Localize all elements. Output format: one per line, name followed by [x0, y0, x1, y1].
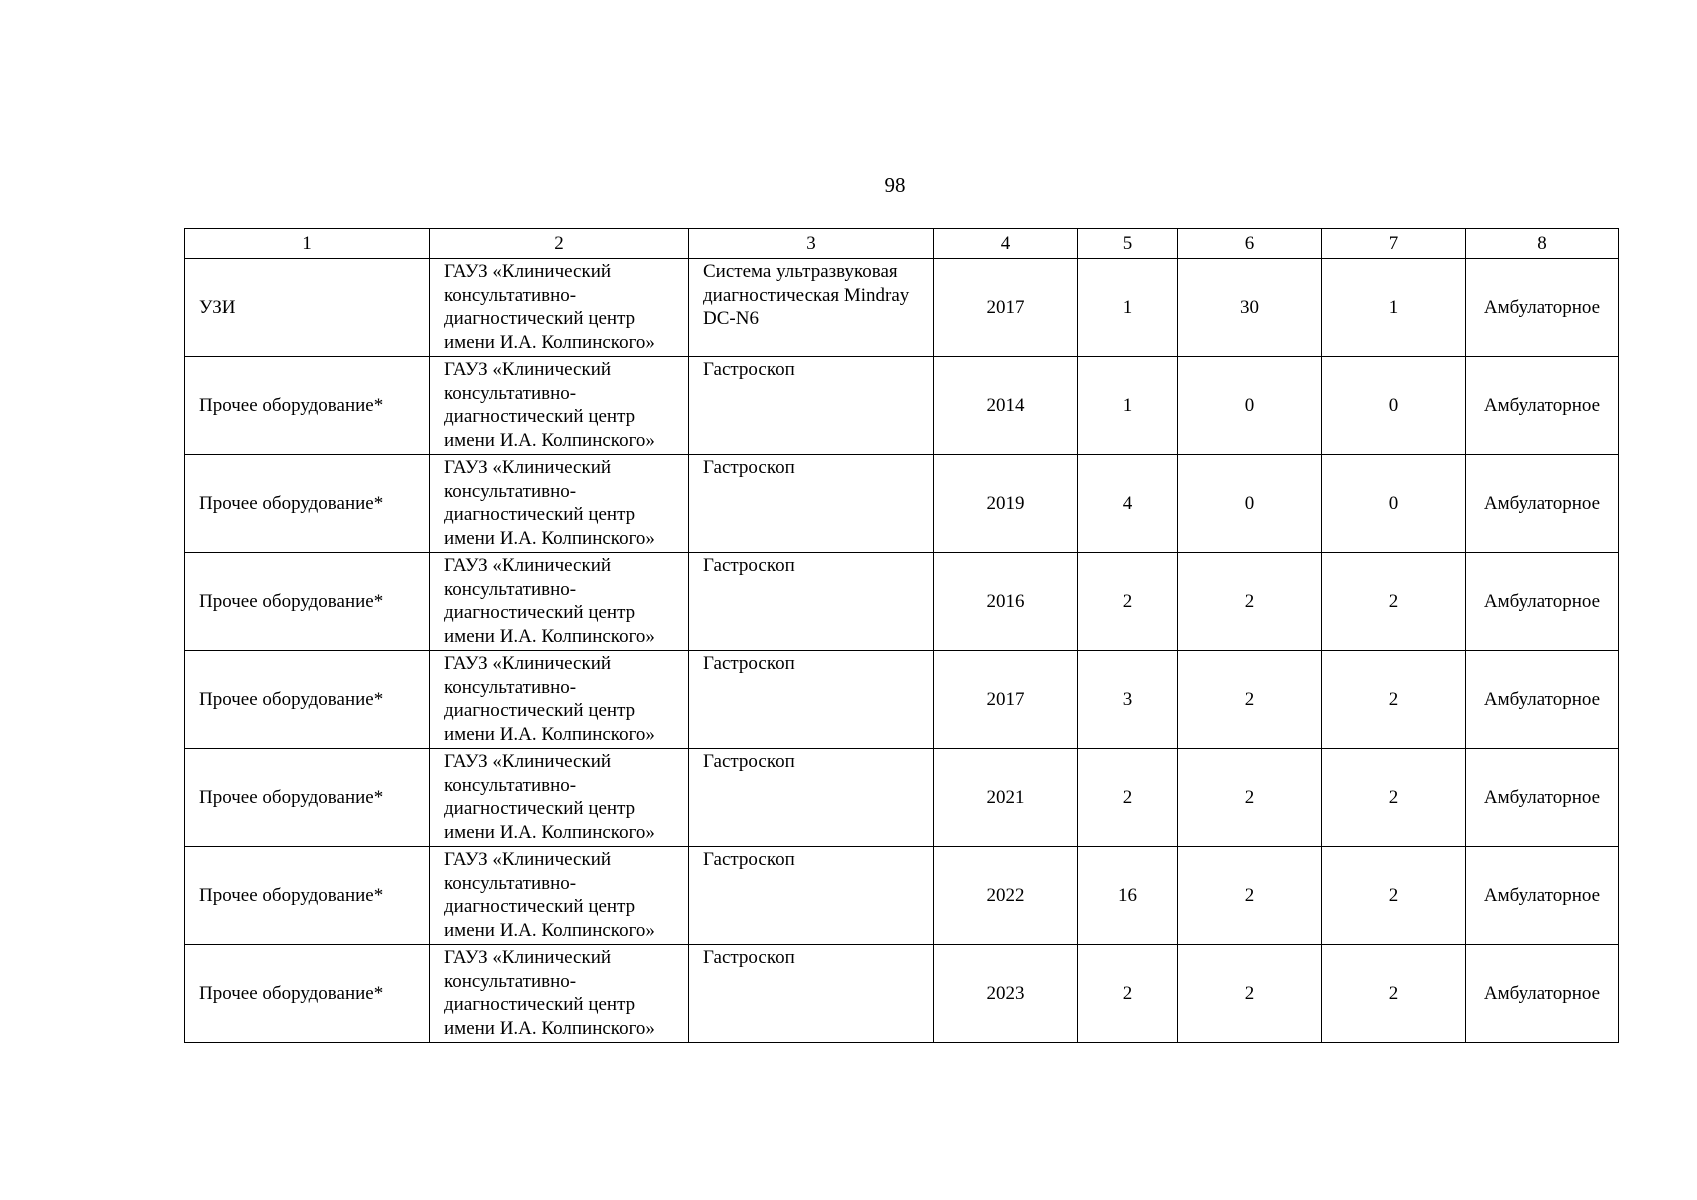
- year-cell: 2016: [934, 553, 1078, 651]
- col6-cell: 30: [1178, 259, 1322, 357]
- care-type-cell: Амбулаторное: [1466, 847, 1619, 945]
- care-type-cell: Амбулаторное: [1466, 749, 1619, 847]
- header-cell-4: 4: [934, 229, 1078, 259]
- page-number: 98: [884, 173, 906, 197]
- category-cell: Прочее оборудование*: [185, 749, 430, 847]
- col7-cell: 2: [1322, 945, 1466, 1043]
- col6-cell: 2: [1178, 651, 1322, 749]
- device-cell: Гастроскоп: [689, 945, 934, 1043]
- col6-cell: 0: [1178, 455, 1322, 553]
- device-cell: Гастроскоп: [689, 847, 934, 945]
- col7-cell: 0: [1322, 357, 1466, 455]
- care-type-cell: Амбулаторное: [1466, 455, 1619, 553]
- table-row: [185, 357, 1619, 455]
- category-cell: Прочее оборудование*: [185, 455, 430, 553]
- table-body: [185, 229, 1619, 1043]
- table-row: [185, 945, 1619, 1043]
- col5-cell: 16: [1078, 847, 1178, 945]
- device-cell: Гастроскоп: [689, 749, 934, 847]
- col7-cell: 2: [1322, 847, 1466, 945]
- header-cell-8: 8: [1466, 229, 1619, 259]
- col6-cell: 2: [1178, 945, 1322, 1043]
- device-cell: Система ультразвуковая диагностическая Mindray DC-N6: [689, 259, 934, 357]
- table-row: [185, 749, 1619, 847]
- care-type-cell: Амбулаторное: [1466, 945, 1619, 1043]
- col7-cell: 2: [1322, 749, 1466, 847]
- category-cell: Прочее оборудование*: [185, 553, 430, 651]
- device-cell: Гастроскоп: [689, 357, 934, 455]
- header-cell-3: 3: [689, 229, 934, 259]
- device-cell: Гастроскоп: [689, 553, 934, 651]
- col5-cell: 3: [1078, 651, 1178, 749]
- header-cell-2: 2: [430, 229, 689, 259]
- header-cell-7: 7: [1322, 229, 1466, 259]
- organization-cell: ГАУЗ «Клинический консультативно-диагностический центр имени И.А. Колпинского»: [430, 749, 689, 847]
- col5-cell: 1: [1078, 357, 1178, 455]
- organization-cell: ГАУЗ «Клинический консультативно-диагностический центр имени И.А. Колпинского»: [430, 357, 689, 455]
- table-row: [185, 455, 1619, 553]
- organization-cell: ГАУЗ «Клинический консультативно-диагностический центр имени И.А. Колпинского»: [430, 553, 689, 651]
- table-row: [185, 259, 1619, 357]
- year-cell: 2023: [934, 945, 1078, 1043]
- col5-cell: 2: [1078, 945, 1178, 1043]
- equipment-table: [184, 228, 1619, 1043]
- category-cell: Прочее оборудование*: [185, 847, 430, 945]
- organization-cell: ГАУЗ «Клинический консультативно-диагностический центр имени И.А. Колпинского»: [430, 847, 689, 945]
- col7-cell: 1: [1322, 259, 1466, 357]
- organization-cell: ГАУЗ «Клинический консультативно-диагностический центр имени И.А. Колпинского»: [430, 945, 689, 1043]
- table-row: [185, 553, 1619, 651]
- col5-cell: 4: [1078, 455, 1178, 553]
- care-type-cell: Амбулаторное: [1466, 553, 1619, 651]
- category-cell: Прочее оборудование*: [185, 945, 430, 1043]
- year-cell: 2022: [934, 847, 1078, 945]
- year-cell: 2017: [934, 259, 1078, 357]
- col5-cell: 1: [1078, 259, 1178, 357]
- device-cell: Гастроскоп: [689, 651, 934, 749]
- header-cell-6: 6: [1178, 229, 1322, 259]
- header-row: [185, 229, 1619, 259]
- category-cell: Прочее оборудование*: [185, 357, 430, 455]
- year-cell: 2019: [934, 455, 1078, 553]
- care-type-cell: Амбулаторное: [1466, 259, 1619, 357]
- col7-cell: 2: [1322, 651, 1466, 749]
- device-cell: Гастроскоп: [689, 455, 934, 553]
- year-cell: 2017: [934, 651, 1078, 749]
- category-cell: УЗИ: [185, 259, 430, 357]
- organization-cell: ГАУЗ «Клинический консультативно-диагностический центр имени И.А. Колпинского»: [430, 651, 689, 749]
- care-type-cell: Амбулаторное: [1466, 357, 1619, 455]
- col6-cell: 0: [1178, 357, 1322, 455]
- year-cell: 2021: [934, 749, 1078, 847]
- table-row: [185, 847, 1619, 945]
- col6-cell: 2: [1178, 553, 1322, 651]
- year-cell: 2014: [934, 357, 1078, 455]
- col5-cell: 2: [1078, 749, 1178, 847]
- col6-cell: 2: [1178, 749, 1322, 847]
- organization-cell: ГАУЗ «Клинический консультативно-диагностический центр имени И.А. Колпинского»: [430, 455, 689, 553]
- header-cell-5: 5: [1078, 229, 1178, 259]
- header-cell-1: 1: [185, 229, 430, 259]
- col6-cell: 2: [1178, 847, 1322, 945]
- category-cell: Прочее оборудование*: [185, 651, 430, 749]
- care-type-cell: Амбулаторное: [1466, 651, 1619, 749]
- table-row: [185, 651, 1619, 749]
- col7-cell: 2: [1322, 553, 1466, 651]
- col7-cell: 0: [1322, 455, 1466, 553]
- col5-cell: 2: [1078, 553, 1178, 651]
- organization-cell: ГАУЗ «Клинический консультативно-диагностический центр имени И.А. Колпинского»: [430, 259, 689, 357]
